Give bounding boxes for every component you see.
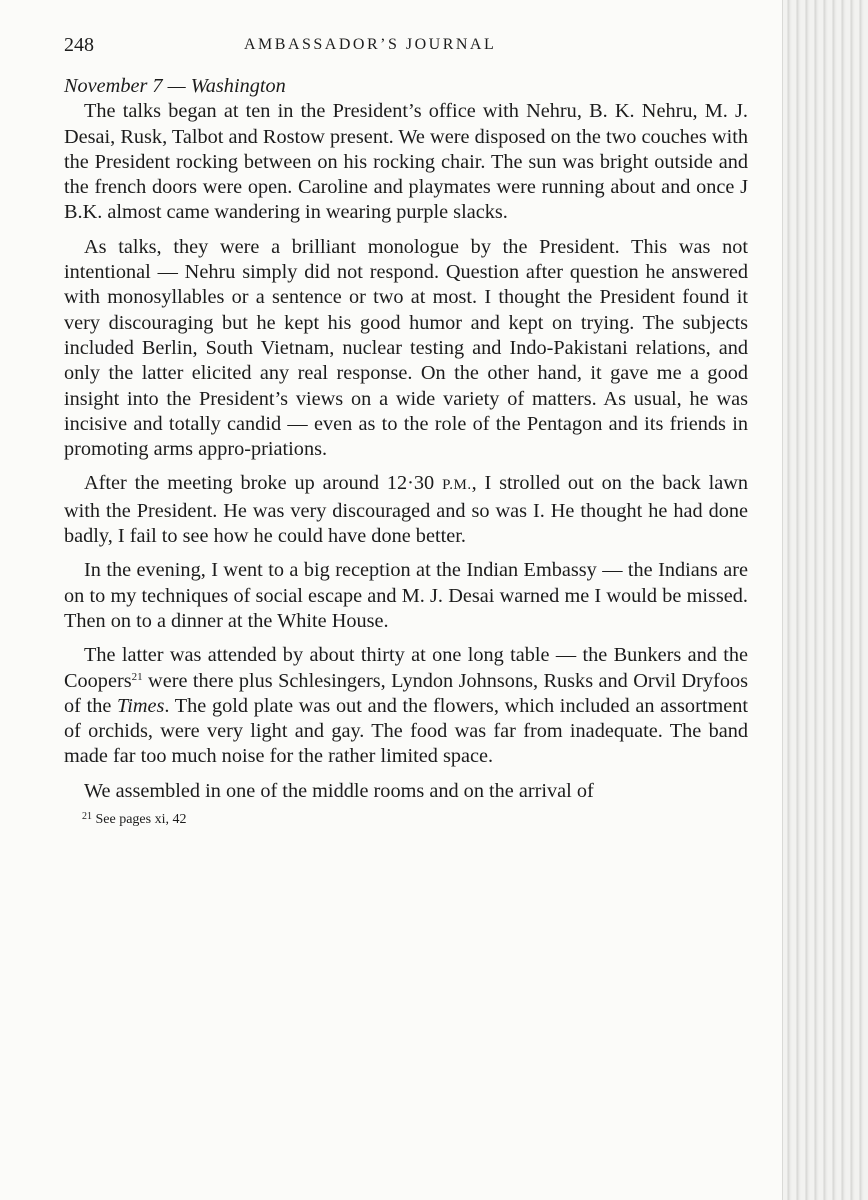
paragraph-2: As talks, they were a brilliant monologue by the President. This was not intentional — Nehru simply did not respond. Question after question he answered with monosyllables or a sentence or two at most. I thought the President found it very discouraging but he kept his good humor and kept on trying. The subjects included Berlin, South Vietnam, nuclear testing and Indo-Pakistani relations, and only the latter elicited any real response. On the other hand, it gave me a good insight into the President’s views on a wide variety of matters. As usual, he was incisive and totally candid — even as to the role of the Pentagon and its friends in promoting arms appro-priations. bbox=[64, 235, 748, 461]
paragraph-3-text-b: , I strolled out on the back lawn with the President. He was very discouraged and so was I. He thought he had done badly, I fail to see how he could have done better. bbox=[64, 472, 748, 548]
paragraph-3 bbox=[64, 471, 748, 549]
footnote-reference: 21 bbox=[131, 670, 143, 683]
paragraph-5-text-a: The latter was attended by about thirty at one long table — the Bunkers and the Coopers bbox=[64, 644, 748, 692]
footnote-number: 21 bbox=[82, 811, 92, 823]
footnote-text: See pages xi, 42 bbox=[95, 812, 187, 828]
time-pm-smallcaps: P.M. bbox=[442, 477, 472, 494]
page-number: 248 bbox=[64, 34, 94, 56]
times-italic: Times bbox=[117, 694, 165, 717]
paragraph-3-text-a: After the meeting broke up around 12·30 bbox=[84, 472, 443, 495]
footnote bbox=[82, 808, 748, 829]
page-header bbox=[64, 34, 744, 58]
entry-dateline: November 7 — Washington bbox=[64, 75, 286, 97]
paragraph-6: We assembled in one of the middle rooms and on the arrival of bbox=[84, 779, 594, 802]
paragraph-5-text-c: . The gold plate was out and the flowers, which included an assortment of orchids, were very light and gay. The food was far from inadequate. The band made far too much noise for the rather limited space. bbox=[64, 694, 749, 768]
paragraph-1: The talks began at ten in the President’s office with Nehru, B. K. Nehru, M. J. Desai, Rusk, Talbot and Rostow present. We were disposed on the two couches with the President rocking between on his rocking chair. The sun was bright outside and the french doors were open. Caroline and playmates were running about and once J B.K. almost came wandering in wearing purple slacks. bbox=[64, 100, 748, 224]
running-head: AMBASSADOR’S JOURNAL bbox=[244, 36, 497, 53]
paragraph-5 bbox=[64, 643, 748, 769]
paragraph-4: In the evening, I went to a big reception at the Indian Embassy — the Indians are on to my techniques of social escape and M. J. Desai warned me I would be missed. Then on to a dinner at the White House. bbox=[64, 559, 748, 632]
journal-text bbox=[64, 74, 748, 829]
paragraph-5-text-b: were there plus Schlesingers, Lyndon Johnsons, Rusks and Orvil Dryfoos of the bbox=[64, 669, 748, 717]
page-stack-edge bbox=[783, 0, 868, 1200]
